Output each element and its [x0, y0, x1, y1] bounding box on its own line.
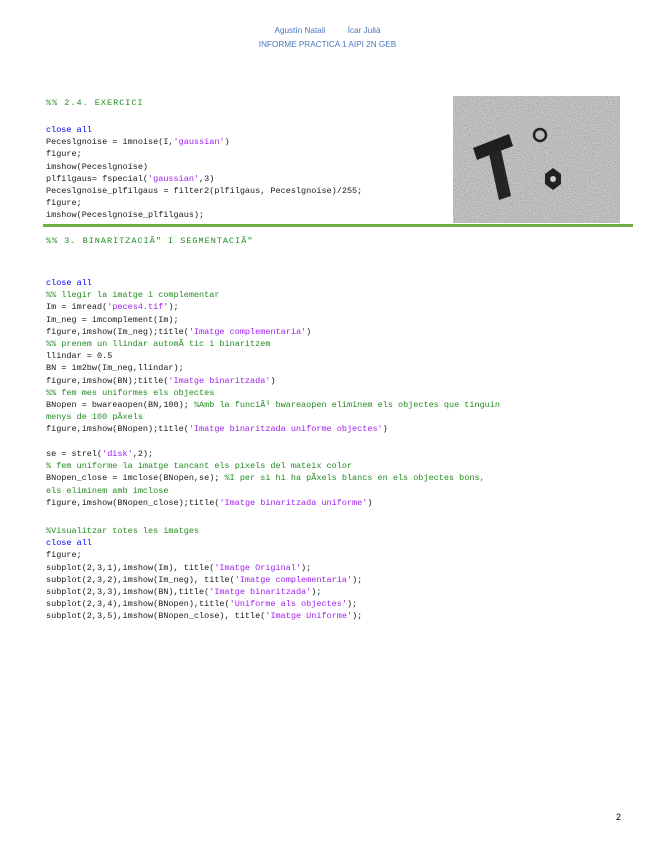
code-line — [46, 537, 362, 549]
code-token: %% fem mes uniformes els objectes — [46, 387, 215, 398]
code-line — [46, 277, 500, 289]
noisy-bolt-nuts-image — [453, 96, 620, 223]
code-token: llindar = 0.5 — [46, 351, 113, 362]
author-2: Ícar Julià — [347, 26, 381, 35]
code-line — [46, 314, 500, 326]
code-token: BNopen = bwareaopen(BN,100); — [46, 400, 194, 411]
code-line — [46, 148, 362, 160]
code-block-binaritzacio — [46, 277, 500, 436]
code-line — [46, 411, 500, 423]
code-token: els eliminem amb imclose — [46, 485, 169, 496]
code-token: ); — [346, 599, 358, 610]
noisy-image-figure — [453, 96, 620, 223]
code-token: ); — [352, 574, 363, 585]
code-token: ); — [352, 611, 363, 622]
code-line — [46, 289, 500, 301]
code-line — [46, 472, 485, 484]
code-token: 'Imatge binaritzada' — [209, 587, 312, 598]
code-line — [46, 301, 500, 313]
code-token: 'Uniforme als objectes' — [229, 599, 347, 610]
code-token: 'Imatge binaritzada' — [168, 375, 271, 386]
code-block-exercici — [46, 124, 362, 222]
code-token: 'gaussian' — [148, 173, 200, 184]
code-line — [46, 448, 485, 460]
code-token: 'Imatge complementaria' — [188, 326, 307, 337]
code-token: ); — [168, 302, 179, 313]
code-token: figure,imshow(BNopen);title( — [46, 424, 189, 435]
section-divider — [43, 224, 633, 227]
code-token: 'Imatge binaritzada uniforme objectes' — [188, 424, 383, 435]
code-token: plfilgaus= fspecial( — [46, 173, 149, 184]
code-line — [46, 598, 362, 610]
code-token: %Visualitzar totes les imatges — [46, 526, 200, 536]
code-token: figure; — [46, 149, 82, 160]
report-title: INFORME PRACTICA 1 AIPI 2N GEB — [258, 40, 397, 49]
code-line — [46, 375, 500, 387]
code-token: imshow(Peceslgnoise) — [46, 161, 149, 172]
code-token: % fem uniforme la imatge tancant els pixels del mateix color — [46, 461, 353, 472]
code-token: ) — [270, 375, 276, 386]
code-token: 'Imatge complementaria' — [234, 574, 353, 585]
code-line — [46, 497, 485, 509]
code-line — [46, 209, 362, 221]
code-token: imshow(Peceslgnoise_plfilgaus); — [46, 210, 205, 221]
code-token: BNopen_close = imclose(BNopen,se); — [46, 473, 225, 484]
code-token: ,2); — [132, 449, 154, 459]
code-token: subplot(2,3,1),imshow(Im), title( — [46, 562, 215, 573]
code-line — [46, 485, 485, 497]
code-token: figure,imshow(BN);title( — [46, 375, 169, 386]
code-token: %% llegir la imatge i complementar — [46, 290, 220, 301]
code-token: figure; — [46, 550, 82, 561]
code-line — [46, 460, 485, 472]
code-token: %Amb la funciÃ³ bwareaopen eliminem els objectes que tinguin — [193, 400, 500, 411]
code-token: menys de 100 pÃxels — [46, 412, 143, 423]
code-line — [46, 586, 362, 598]
code-line — [46, 399, 500, 411]
page-header — [0, 24, 655, 52]
code-token: ); — [301, 562, 312, 573]
code-block-imclose — [46, 448, 485, 509]
code-line — [46, 574, 362, 586]
code-line — [46, 423, 500, 435]
code-token: ) — [306, 326, 312, 337]
code-line — [46, 362, 500, 374]
code-token: ); — [311, 587, 322, 598]
code-token: Im = imread( — [46, 302, 108, 313]
code-token: %I per si hi ha pÃxels blancs en els objectes bons, — [224, 473, 485, 484]
code-token: ) — [224, 137, 230, 148]
code-token: subplot(2,3,4),imshow(BNopen),title( — [46, 599, 230, 610]
code-token: subplot(2,3,2),imshow(Im_neg), title( — [46, 574, 235, 585]
code-line — [46, 525, 362, 537]
code-line — [46, 562, 362, 574]
code-token: subplot(2,3,3),imshow(BN),title( — [46, 587, 210, 598]
code-token: Peceslgnoise = imnoise(I, — [46, 137, 174, 148]
page-number: 2 — [615, 812, 621, 822]
code-block-visualitzar — [46, 525, 362, 623]
code-line — [46, 326, 500, 338]
code-token: 'Imatge binaritzada uniforme' — [219, 497, 368, 508]
code-token: close all — [46, 125, 92, 135]
code-line — [46, 387, 500, 399]
code-token: close all — [46, 538, 92, 549]
code-line — [46, 124, 362, 136]
code-token: figure; — [46, 198, 82, 209]
code-token: ) — [382, 424, 388, 435]
code-line — [46, 338, 500, 350]
code-token: 'disk' — [102, 449, 133, 459]
code-token: figure,imshow(Im_neg);title( — [46, 326, 189, 337]
author-1: Agustín Natali — [274, 26, 326, 35]
section-heading-2-4: %% 2.4. EXERCICI — [46, 98, 144, 108]
code-line — [46, 610, 362, 622]
section-heading-3: %% 3. BINARITZACIÃ" I SEGMENTACIÃ" — [46, 236, 254, 246]
code-token: Im_neg = imcomplement(Im); — [46, 314, 179, 325]
code-token: 'peces4.tif' — [107, 302, 169, 313]
code-line — [46, 161, 362, 173]
code-line — [46, 185, 362, 197]
author-names — [0, 24, 655, 38]
code-token: figure,imshow(BNopen_close);title( — [46, 497, 220, 508]
code-token: 'gaussian' — [173, 137, 225, 148]
code-line — [46, 197, 362, 209]
code-token: BN = im2bw(Im_neg,llindar); — [46, 363, 184, 374]
code-line — [46, 173, 362, 185]
code-token: subplot(2,3,5),imshow(BNopen_close), title( — [46, 611, 266, 622]
code-line — [46, 549, 362, 561]
code-token: ,3) — [199, 173, 215, 184]
code-token: Peceslgnoise_plfilgaus = filter2(plfilgaus, Peceslgnoise)/255; — [46, 186, 363, 197]
code-token: 'Imatge Uniforme' — [265, 611, 353, 622]
code-token: close all — [46, 278, 92, 288]
code-token: ) — [367, 497, 373, 508]
code-token: %% prenem un llindar automÃ tic i binaritzem — [46, 339, 271, 350]
code-line — [46, 136, 362, 148]
code-line — [46, 350, 500, 362]
code-token: se = strel( — [46, 449, 103, 459]
code-token: 'Imatge Original' — [214, 562, 302, 573]
